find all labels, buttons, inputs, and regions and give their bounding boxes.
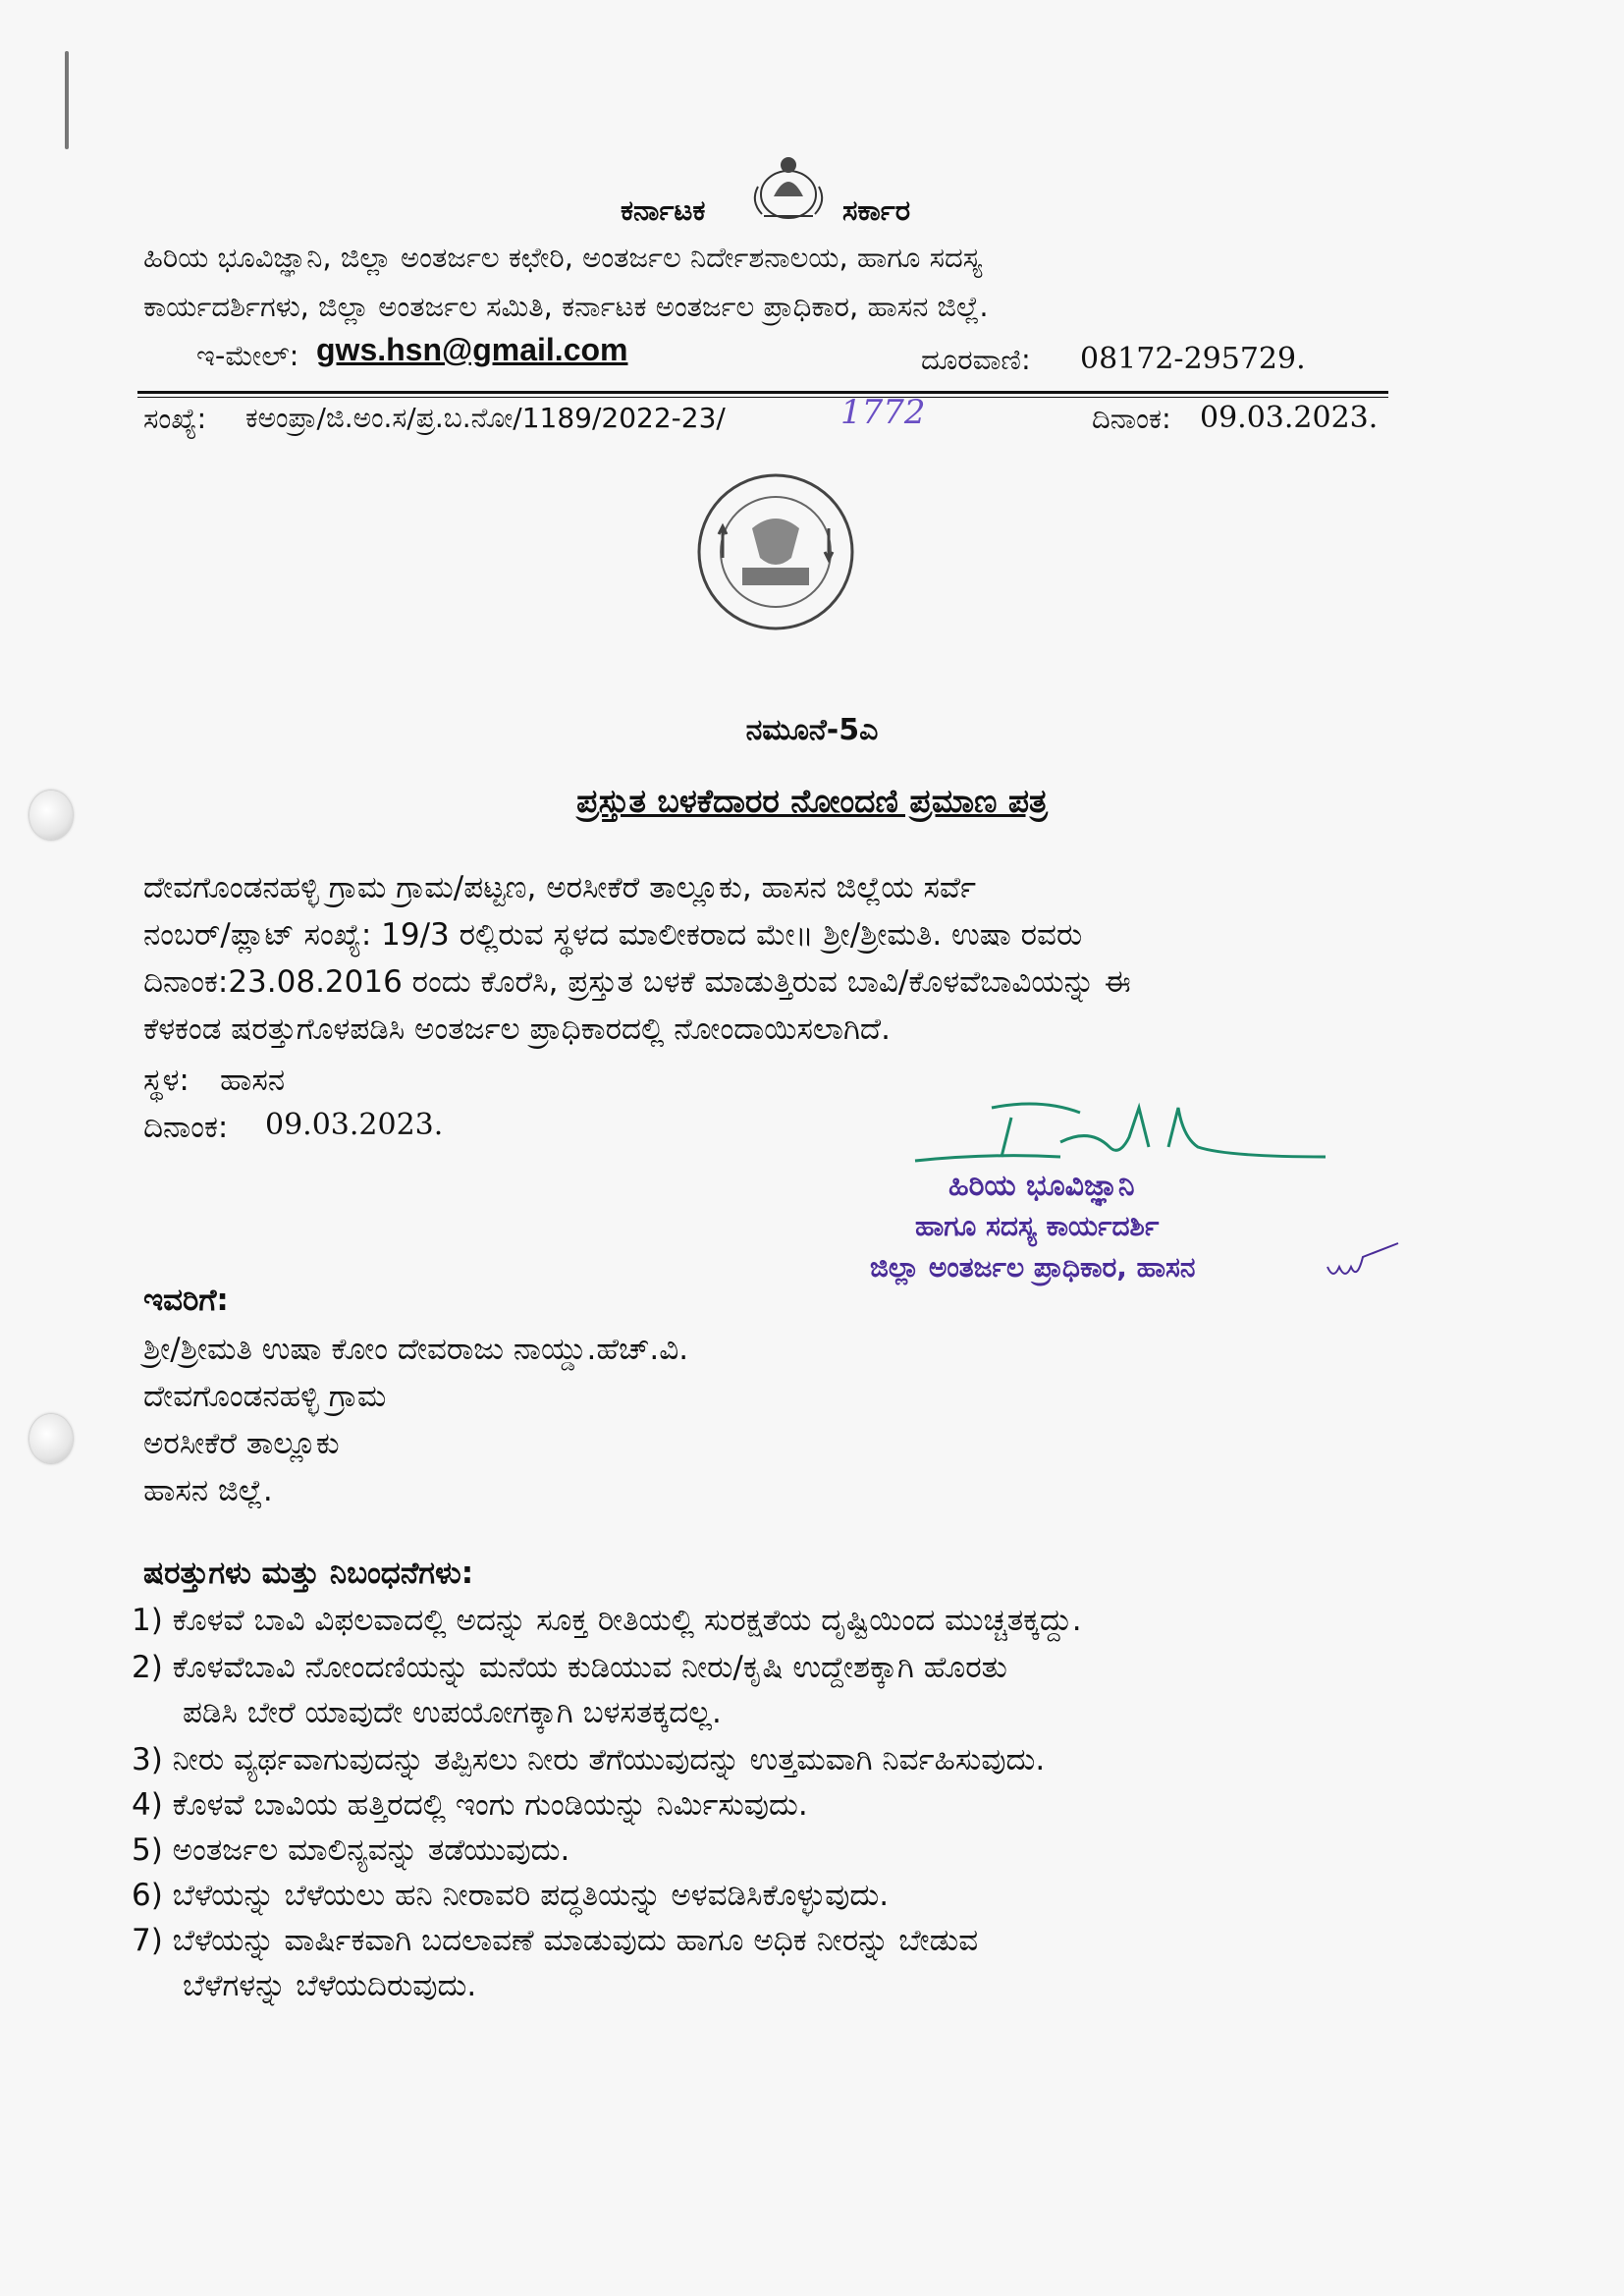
ref-number: ಕಅಂಪ್ರಾ/ಜಿ.ಅಂ.ಸ/ಪ್ರ.ಬ.ನೋ/1189/2022-23/ xyxy=(245,402,726,434)
groundwater-authority-logo xyxy=(693,469,858,634)
condition-7-cont: ಬೆಳೆಗಳನ್ನು ಬೆಳೆಯದಿರುವುದು. xyxy=(183,1968,477,2003)
form-date-label: ದಿನಾಂಕ: xyxy=(143,1110,229,1145)
phone-number: 08172-295729. xyxy=(1080,342,1306,376)
ref-handwritten-number: 1772 xyxy=(840,393,926,432)
scan-mark xyxy=(65,51,69,149)
condition-5: 5) ಅಂತರ್ಜಲ ಮಾಲಿನ್ಯವನ್ನು ತಡೆಯುವುದು. xyxy=(132,1832,570,1868)
recipient-line-4: ಹಾಸನ ಜಿಲ್ಲೆ. xyxy=(143,1473,273,1508)
header-date: 09.03.2023. xyxy=(1200,401,1379,435)
condition-2: 2) ಕೊಳವೆಬಾವಿ ನೋಂದಣಿಯನ್ನು ಮನೆಯ ಕುಡಿಯುವ ನೀರು/ಕೃಷಿ ಉದ್ದೇಶಕ್ಕಾಗಿ ಹೊರತು xyxy=(132,1650,1007,1685)
condition-4: 4) ಕೊಳವೆ ಬಾವಿಯ ಹತ್ತಿರದಲ್ಲಿ ಇಂಗು ಗುಂಡಿಯನ್ನು ನಿರ್ಮಿಸುವುದು. xyxy=(132,1787,808,1823)
body-line-1: ದೇವಗೊಂಡನಹಳ್ಳಿ ಗ್ರಾಮ ಗ್ರಾಮ/ಪಟ್ಟಣ, ಅರಸೀಕೆರೆ ತಾಲ್ಲೂಕು, ಹಾಸನ ಜಿಲ್ಲೆಯ ಸರ್ವೆ xyxy=(143,870,977,905)
ref-label: ಸಂಖ್ಯೆ: xyxy=(143,402,207,435)
body-line-3: ದಿನಾಂಕ:23.08.2016 ರಂದು ಕೊರೆಸಿ, ಪ್ರಸ್ತುತ ಬಳಕೆ ಮಾಡುತ್ತಿರುವ ಬಾವಿ/ಕೊಳವೆಬಾವಿಯನ್ನು ಈ xyxy=(143,964,1131,1000)
conditions-heading: ಷರತ್ತುಗಳು ಮತ್ತು ನಿಬಂಧನೆಗಳು: xyxy=(143,1556,474,1591)
condition-6: 6) ಬೆಳೆಯನ್ನು ಬೆಳೆಯಲು ಹನಿ ನೀರಾವರಿ ಪದ್ಧತಿಯನ್ನು ಅಳವಡಿಸಿಕೊಳ್ಳುವುದು. xyxy=(132,1878,890,1913)
state-emblem-icon xyxy=(744,147,833,226)
recipient-line-3: ಅರಸೀಕೆರೆ ತಾಲ್ಲೂಕು xyxy=(143,1426,340,1461)
govt-label-left: ಕರ್ನಾಟಕ xyxy=(621,193,706,227)
condition-1: 1) ಕೊಳವೆ ಬಾವಿ ವಿಫಲವಾದಲ್ಲಿ ಅದನ್ನು ಸೂಕ್ತ ರೀತಿಯಲ್ಲಿ ಸುರಕ್ಷತೆಯ ದೃಷ್ಟಿಯಿಂದ ಮುಚ್ಚತಕ್ಕದ್ದು. xyxy=(132,1603,1082,1638)
initials-mark xyxy=(1324,1237,1402,1286)
recipient-line-2: ದೇವಗೊಂಡನಹಳ್ಳಿ ಗ್ರಾಮ xyxy=(143,1379,387,1414)
body-line-2: ನಂಬರ್/ಪ್ಲಾಟ್ ಸಂಖ್ಯೆ: 19/3 ರಲ್ಲಿರುವ ಸ್ಥಳದ ಮಾಲೀಕರಾದ ಮೇ॥ ಶ್ರೀ/ಶ್ರೀಮತಿ. ಉಷಾ ರವರು xyxy=(143,917,1083,953)
office-line-2: ಕಾರ್ಯದರ್ಶಿಗಳು, ಜಿಲ್ಲಾ ಅಂತರ್ಜಲ ಸಮಿತಿ, ಕರ್ನಾಟಕ ಅಂತರ್ಜಲ ಪ್ರಾಧಿಕಾರ, ಹಾಸನ ಜಿಲ್ಲೆ. xyxy=(143,290,989,323)
handwritten-signature xyxy=(913,1088,1345,1176)
govt-label-right: ಸರ್ಕಾರ xyxy=(842,193,911,227)
header-rule xyxy=(137,391,1388,394)
condition-7: 7) ಬೆಳೆಯನ್ನು ವಾರ್ಷಿಕವಾಗಿ ಬದಲಾವಣೆ ಮಾಡುವುದು ಹಾಗೂ ಅಧಿಕ ನೀರನ್ನು ಬೇಡುವ xyxy=(132,1923,979,1958)
place-label: ಸ್ಥಳ: xyxy=(143,1063,189,1098)
phone-label: ದೂರವಾಣಿ: xyxy=(921,343,1031,376)
body-line-4: ಕೆಳಕಂಡ ಷರತ್ತುಗೊಳಪಡಿಸಿ ಅಂತರ್ಜಲ ಪ್ರಾಧಿಕಾರದಲ್ಲಿ ನೋಂದಾಯಿಸಲಾಗಿದೆ. xyxy=(143,1011,892,1047)
place-value: ಹಾಸನ xyxy=(220,1063,286,1098)
email-link[interactable]: gws.hsn@gmail.com xyxy=(316,332,628,367)
form-number: ನಮೂನೆ-5ಎ xyxy=(745,713,879,747)
recipient-line-1: ಶ್ರೀ/ಶ್ರೀಮತಿ ಉಷಾ ಕೋಂ ದೇವರಾಜು ನಾಯ್ಡು.ಹೆಚ್.ವಿ. xyxy=(143,1332,689,1367)
certificate-title: ಪ್ರಸ್ತುತ ಬಳಕೆದಾರರ ನೋಂದಣಿ ಪ್ರಮಾಣ ಪತ್ರ xyxy=(576,782,1048,820)
office-line-1: ಹಿರಿಯ ಭೂವಿಜ್ಞಾನಿ, ಜಿಲ್ಲಾ ಅಂತರ್ಜಲ ಕಛೇರಿ, ಅಂತರ್ಜಲ ನಿರ್ದೇಶನಾಲಯ, ಹಾಗೂ ಸದಸ್ಯ xyxy=(143,241,983,274)
condition-3: 3) ನೀರು ವ್ಯರ್ಥವಾಗುವುದನ್ನು ತಪ್ಪಿಸಲು ನೀರು ತೆಗೆಯುವುದನ್ನು ಉತ್ತಮವಾಗಿ ನಿರ್ವಹಿಸುವುದು. xyxy=(132,1742,1046,1777)
stamp-line-1: ಹಿರಿಯ ಭೂವಿಜ್ಞಾನಿ xyxy=(948,1169,1135,1203)
email-label: ಇ-ಮೇಲ್: xyxy=(196,339,299,372)
stamp-line-2: ಹಾಗೂ ಸದಸ್ಯ ಕಾರ್ಯದರ್ಶಿ xyxy=(915,1210,1160,1242)
form-date: 09.03.2023. xyxy=(265,1108,444,1142)
recipient-label: ಇವರಿಗೆ: xyxy=(143,1283,229,1318)
condition-2-cont: ಪಡಿಸಿ ಬೇರೆ ಯಾವುದೇ ಉಪಯೋಗಕ್ಕಾಗಿ ಬಳಸತಕ್ಕದಲ್ಲ. xyxy=(183,1695,722,1730)
date-label: ದಿನಾಂಕ: xyxy=(1092,402,1171,435)
punch-hole-bottom xyxy=(29,1414,73,1463)
stamp-line-3: ಜಿಲ್ಲಾ ಅಂತರ್ಜಲ ಪ್ರಾಧಿಕಾರ, ಹಾಸನ xyxy=(870,1251,1196,1284)
